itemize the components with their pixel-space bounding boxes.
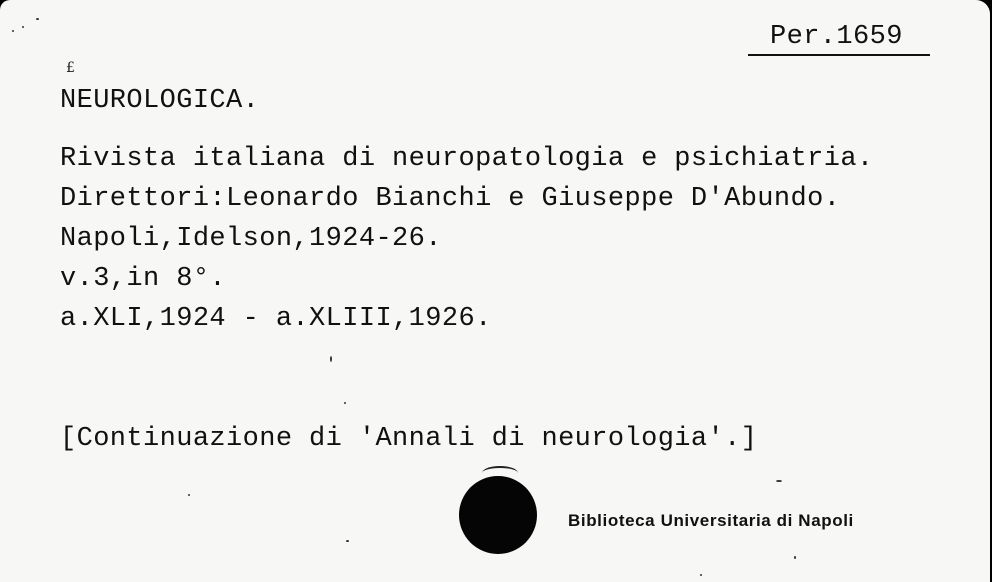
shelfmark-underline <box>748 54 930 56</box>
speck <box>36 18 39 20</box>
library-seal-icon <box>459 476 537 554</box>
library-stamp: Biblioteca Universitaria di Napoli <box>568 511 854 530</box>
volumes-line: v.3,in 8°. <box>60 264 227 294</box>
entry-title: NEUROLOGICA. <box>60 86 260 116</box>
speck <box>700 574 702 576</box>
subtitle-line: Rivista italiana di neuropatologia e psichiatria. <box>60 144 874 174</box>
speck <box>12 30 14 32</box>
corner-mark: £ <box>66 60 75 76</box>
speck <box>330 356 332 362</box>
speck <box>346 540 349 542</box>
directors-line: Direttori:Leonardo Bianchi e Giuseppe D'Abundo. <box>60 184 841 214</box>
continuation-note: [Continuazione di 'Annali di neurologia'.] <box>60 424 758 454</box>
speck <box>794 556 796 559</box>
publication-line: Napoli,Idelson,1924-26. <box>60 224 442 254</box>
speck <box>344 402 346 404</box>
speck <box>188 494 190 496</box>
shelfmark: Per.1659 <box>770 22 903 52</box>
years-line: a.XLI,1924 - a.XLIII,1926. <box>60 304 492 334</box>
speck <box>22 26 24 28</box>
speck <box>776 480 782 482</box>
